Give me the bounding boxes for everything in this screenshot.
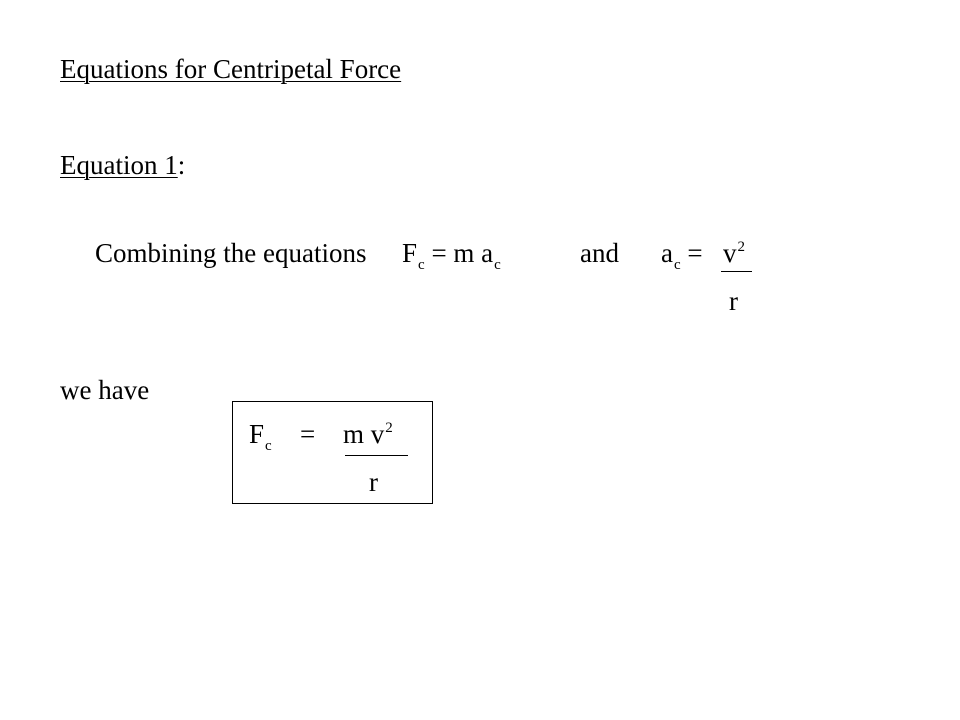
- result-force-subscript: c: [265, 438, 272, 454]
- result-box: [232, 401, 433, 504]
- accel-numerator: [723, 240, 745, 267]
- result-force-symbol: F: [249, 419, 265, 449]
- and-text: and: [580, 238, 619, 268]
- we-have-text: we have: [60, 375, 150, 405]
- result-fraction-bar: [345, 455, 408, 456]
- accel-denominator: r: [729, 286, 738, 316]
- equation-heading-label: Equation 1: [60, 150, 178, 180]
- page-title: Equations for Centripetal Force: [60, 54, 402, 84]
- force-rhs: = m a: [431, 238, 494, 268]
- result-numerator-text: m v: [343, 419, 385, 449]
- result-equals: =: [300, 419, 316, 449]
- velocity-exponent: 2: [737, 239, 745, 255]
- result-numerator-exponent: 2: [385, 420, 393, 436]
- equation-heading: [60, 152, 185, 179]
- velocity-symbol: v: [723, 238, 737, 268]
- result-denominator: r: [369, 467, 378, 497]
- result-numerator: [343, 421, 393, 448]
- force-equation: [402, 238, 501, 273]
- accel-lhs: [661, 238, 703, 273]
- accel-equals: =: [687, 238, 703, 268]
- result-lhs: [249, 419, 272, 454]
- equation-heading-colon: :: [177, 150, 186, 180]
- accel-symbol: a: [661, 238, 673, 268]
- accel-subscript: c: [673, 257, 681, 273]
- force-symbol: F: [402, 238, 418, 268]
- accel-fraction-bar: [721, 271, 752, 272]
- force-subscript: c: [418, 257, 425, 273]
- force-rhs-subscript: c: [494, 257, 501, 273]
- combining-text: Combining the equations: [95, 238, 367, 268]
